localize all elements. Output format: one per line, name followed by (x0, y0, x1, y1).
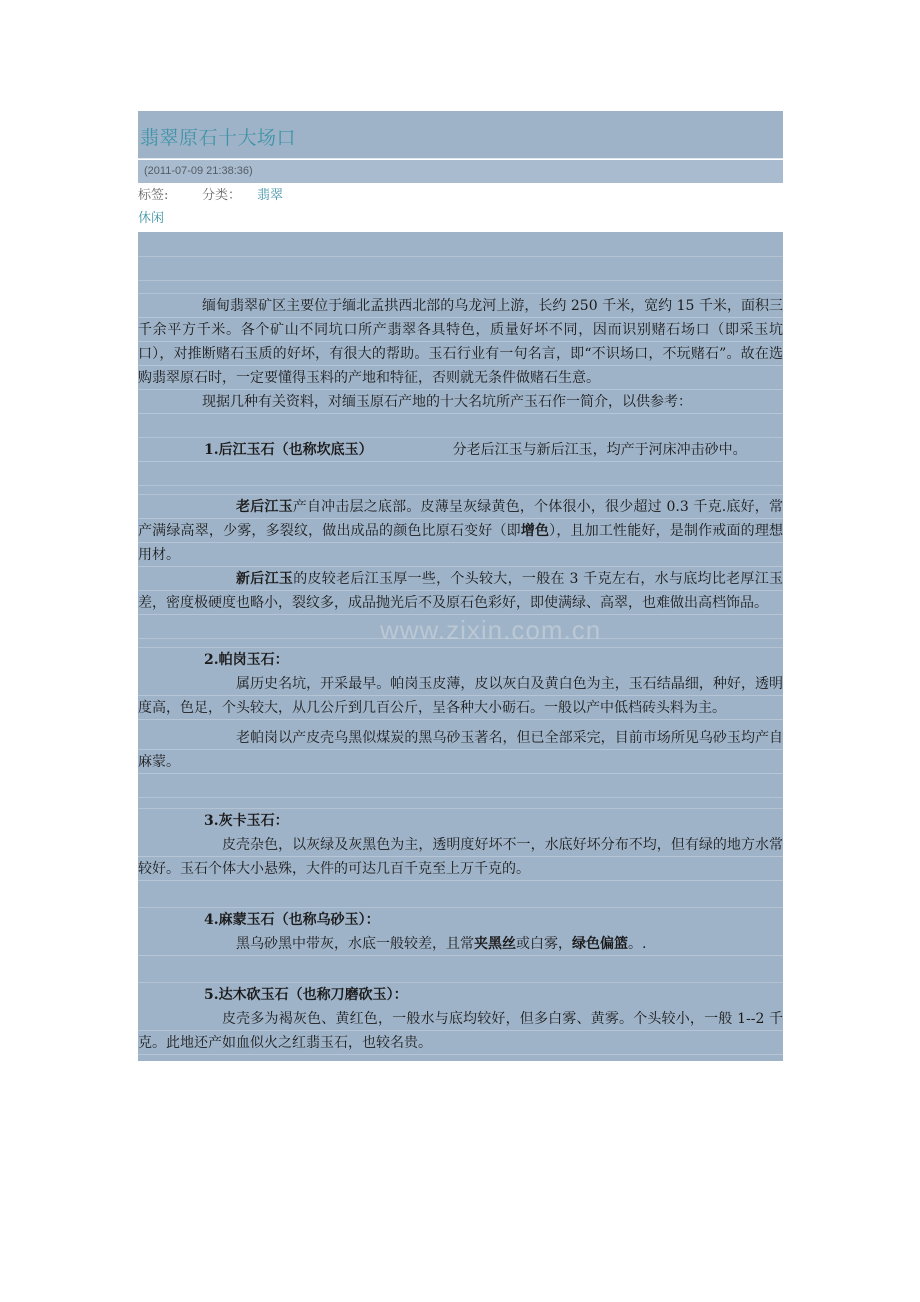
pagang-paragraph: 属历史名坑，开采最早。帕岗玉皮薄，皮以灰白及黄白色为主，玉石结晶细，种好，透明度高，色足，个头较大，从几公斤到几百公斤，呈各种大小砺石。一般以产中低档砖头料为主。 (138, 672, 783, 720)
blank-line (138, 233, 783, 257)
blank-line (138, 414, 783, 438)
article-body (138, 232, 783, 1061)
text: ），且加工性能好，是制作戒面的理想用材。 (138, 523, 784, 563)
term-bold: 绿色偏篮 (572, 936, 628, 952)
text: 或白雾， (516, 936, 572, 952)
blank-line (138, 956, 783, 983)
blank-line (138, 257, 783, 281)
new-houjiang-paragraph (138, 567, 783, 615)
intro-paragraph: 现据几种有关资料，对缅玉原石产地的十大名坑所产玉石作一简介，以供参考： (138, 390, 783, 414)
title-bar (138, 111, 783, 159)
blank-line (138, 774, 783, 798)
spacer (138, 1055, 783, 1061)
term-bold: 老后江玉 (236, 499, 293, 515)
old-houjiang-paragraph (138, 495, 783, 567)
section-1-heading (138, 438, 783, 462)
post-date: (2011-07-09 21:38:36) (144, 165, 253, 177)
section-heading: 4.麻蒙玉石（也称乌砂玉）： (204, 912, 380, 928)
text: 产自冲击层之底部。皮薄呈灰绿黄色，个体很小，很少超过 0.3 千克.底好，常产满绿高翠，少雾，多裂纹，做出成品的颜色比原石变好（即 (138, 499, 783, 539)
section-heading: 5.达木砍玉石（也称刀磨砍玉）： (204, 987, 408, 1003)
tag-link[interactable]: 休闲 (138, 211, 165, 226)
blank-line (138, 486, 783, 495)
term-bold: 增色 (520, 523, 550, 539)
article-title: 翡翠原石十大场口 (140, 128, 297, 149)
term-bold: 夹黑丝 (474, 936, 516, 952)
blank-line (138, 798, 783, 809)
article (138, 111, 783, 1061)
section-heading: 1.后江玉石（也称坎底玉） (204, 442, 373, 458)
blank-line (138, 881, 783, 908)
blank-line (138, 462, 783, 486)
tag-label: 标签: (138, 188, 169, 203)
section-heading: 3.灰卡玉石： (204, 813, 289, 829)
category-link[interactable]: 翡翠 (257, 188, 284, 203)
text: 的皮较老后江玉厚一些，个头较大，一般在 3 千克左右，水与底均比老厚江玉差，密度极硬度也略小，裂纹多，成品抛光后不及原石色彩好，即使满绿、高翠，也难做出高档饰品。 (138, 571, 784, 611)
text: 。. (628, 936, 647, 952)
huika-paragraph: 皮壳杂色，以灰绿及灰黑色为主，透明度好坏不一，水底好坏分布不均，但有绿的地方水常较好。玉石个体大小悬殊，大件的可达几百千克至上万千克的。 (138, 833, 783, 881)
damukan-paragraph: 皮壳多为褐灰色、黄红色，一般水与底均较好，但多白雾、黄雾。个头较小，一般 1--2 千克。此地还产如血似火之红翡玉石，也较名贵。 (138, 1007, 783, 1055)
intro-paragraph: 缅甸翡翠矿区主要位于缅北孟拱西北部的乌龙河上游，长约 250 千米，宽约 15 千米，面积三千余平方千米。各个矿山不同坑口所产翡翠各具特色，质量好坏不同，因而识别赌石场口（即采玉坑口），对推断赌石玉质的好坏，有很大的帮助。玉石行业有一句名言，即“不识场口，不玩赌石”。故在选购翡翠原石时，一定要懂得玉料的产地和特征，否则就无条件做赌石生意。 (138, 294, 783, 390)
date-bar (138, 159, 783, 184)
mameng-paragraph (138, 932, 783, 956)
tag-row (138, 208, 783, 232)
term-bold: 新后江玉 (236, 571, 294, 587)
meta-row (138, 184, 783, 208)
blank-line (138, 281, 783, 294)
watermark: www.zixin.com.cn (380, 615, 602, 645)
text: 黑乌砂黑中带灰，水底一般较差，且常 (236, 936, 474, 952)
section-1-tail: 分老后江玉与新后江玉，均产于河床冲击砂中。 (452, 442, 747, 458)
category-label: 分类： (202, 188, 242, 203)
pagang-paragraph-2: 老帕岗以产皮壳乌黑似煤炭的黑乌砂玉著名，但已全部采完，目前市场所见乌砂玉均产自麻蒙。 (138, 726, 783, 774)
section-heading: 2.帕岗玉石： (204, 652, 289, 668)
